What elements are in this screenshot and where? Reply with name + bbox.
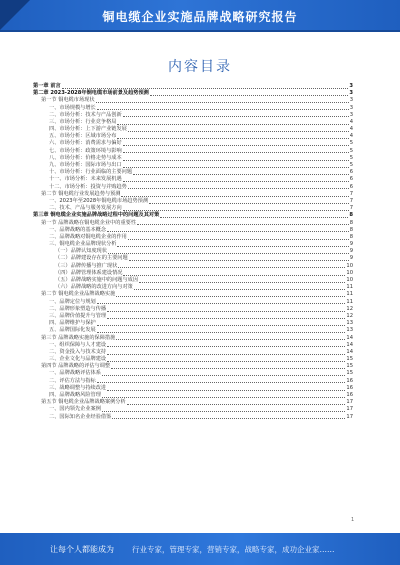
toc-entry[interactable] (33, 141, 353, 148)
toc-entry-text: 二、品牌形象塑造与传播 (49, 305, 107, 312)
toc-entry[interactable] (33, 414, 353, 421)
toc-entry-page: 9 (349, 241, 353, 248)
toc-entry-text: 一、国内领先企业案例 (49, 406, 101, 413)
footer-bar (0, 533, 400, 565)
toc-leader-dots (117, 123, 348, 125)
toc-entry-text: 第二节 铜电缆企业品牌战略实施 (41, 291, 116, 298)
toc-entry-page: 7 (349, 190, 353, 197)
toc-entry-page: 4 (349, 118, 353, 125)
toc-entry[interactable] (33, 97, 353, 104)
toc-leader-dots (107, 310, 345, 312)
toc-entry-page: 16 (346, 377, 353, 384)
toc-entry-page: 16 (346, 392, 353, 399)
toc-entry-page: 10 (346, 262, 353, 269)
toc-entry-page: 9 (349, 255, 353, 262)
toc-entry-page: 14 (346, 341, 353, 348)
toc-entry[interactable] (33, 148, 353, 155)
toc-entry-page: 8 (349, 219, 353, 226)
toc-entry-text: （一）品牌认知度现状 (55, 248, 107, 255)
toc-entry-page: 14 (346, 348, 353, 355)
toc-leader-dots (128, 130, 349, 132)
toc-entry-text: 三、战略调整与持续改进 (49, 384, 107, 391)
toc-entry-page: 5 (349, 140, 353, 147)
toc-entry-text: （六）品牌战略的改进方向与对策 (55, 284, 133, 291)
toc-entry-page: 9 (349, 248, 353, 255)
toc-leader-dots (102, 410, 346, 412)
toc-leader-dots (139, 281, 345, 283)
toc-entry-page: 14 (346, 334, 353, 341)
toc-leader-dots (117, 245, 348, 247)
toc-entry-text: 四、市场分析：上下游产业链发展 (49, 126, 127, 133)
report-header-bar (0, 0, 400, 32)
toc-leader-dots (111, 367, 345, 369)
toc-leader-dots (127, 403, 346, 405)
toc-entry-text: 九、市场分析：国际市场与出口 (49, 162, 122, 169)
toc-entry[interactable] (33, 342, 353, 349)
toc-leader-dots (137, 223, 349, 225)
toc-leader-dots (107, 317, 345, 319)
toc-entry-page: 8 (349, 212, 353, 219)
toc-leader-dots (107, 360, 345, 362)
toc-entry[interactable] (33, 176, 353, 183)
toc-entry-text: 五、品牌国际化发展 (49, 327, 96, 334)
toc-entry[interactable] (33, 385, 353, 392)
toc-entry-page: 11 (346, 291, 353, 298)
toc-entry[interactable] (33, 263, 353, 270)
toc-entry-text: 第二章 2023-2028年铜电缆市场前景及趋势预测 (33, 90, 149, 97)
toc-entry-page: 7 (349, 197, 353, 204)
toc-entry-text: 第一节 铜电缆市场现状 (41, 97, 95, 104)
toc-entry-text: 七、市场分析：政策环境与影响 (49, 147, 122, 154)
toc-leader-dots (116, 338, 345, 340)
toc-entry[interactable] (33, 227, 353, 234)
toc-entry[interactable] (33, 327, 353, 334)
toc-entry-text: 十一、市场分析：未来发展机遇 (49, 176, 122, 183)
toc-entry-page: 5 (349, 162, 353, 169)
toc-entry-text: 四、品牌战略风险管理 (49, 392, 101, 399)
toc-leader-dots (116, 295, 345, 297)
toc-leader-dots (97, 324, 346, 326)
toc-entry[interactable] (33, 184, 353, 191)
toc-leader-dots (121, 195, 348, 197)
toc-entry-text: 三、市场分析：行业竞争格局 (49, 118, 117, 125)
toc-leader-dots (108, 252, 349, 254)
toc-entry[interactable] (33, 270, 353, 277)
toc-entry-text: 八、市场分析：价格走势与成本 (49, 154, 122, 161)
toc-entry-page: 4 (349, 126, 353, 133)
toc-entry[interactable] (33, 256, 353, 263)
toc-leader-dots (97, 381, 346, 383)
toc-entry[interactable] (33, 155, 353, 162)
toc-entry-text: 五、市场分析：区域市场分布 (49, 133, 117, 140)
toc-leader-dots (102, 396, 346, 398)
toc-entry-page: 16 (346, 384, 353, 391)
toc-entry-page: 5 (349, 154, 353, 161)
toc-leader-dots (112, 417, 345, 419)
toc-leader-dots (118, 266, 345, 268)
toc-leader-dots (123, 180, 349, 182)
toc-leader-dots (97, 108, 349, 110)
toc-entry-text: 二、技术、产品与服务发展方向 (49, 205, 122, 212)
toc-entry-text: （二）品牌建设存在的主要问题 (55, 255, 128, 262)
toc-entry[interactable] (33, 299, 353, 306)
toc-leader-dots (123, 159, 349, 161)
toc-entry-page: 3 (349, 111, 353, 118)
toc-entry-page: 3 (349, 82, 353, 89)
toc-entry-text: 第四节 品牌战略的评估与调整 (41, 363, 111, 370)
toc-entry-page: 17 (346, 413, 353, 420)
toc-leader-dots (134, 288, 346, 290)
toc-entry-page: 5 (349, 147, 353, 154)
toc-entry-page: 15 (346, 370, 353, 377)
toc-entry-text: （五）品牌战略实施中的问题与成因 (55, 277, 139, 284)
toc-entry-text: 二、国际知名企业经验借鉴 (49, 413, 112, 420)
toc-entry-page: 3 (349, 97, 353, 104)
toc-entry[interactable] (33, 220, 353, 227)
toc-entry-text: 第二节 铜电缆行业发展趋势与预测 (41, 190, 121, 197)
toc-entry-text: 三、品牌价值提升与管理 (49, 312, 107, 319)
toc-entry-text: 一、品牌战略的基本概念 (49, 226, 107, 233)
toc-entry-page: 12 (346, 312, 353, 319)
toc-leader-dots (160, 216, 348, 218)
toc-entry-text: 三、铜电缆企业品牌现状分析 (49, 241, 117, 248)
toc-entry-text: 第一章 前言 (33, 82, 61, 89)
toc-entry-text: 第三章 铜电缆企业实施品牌战略过程中的问题及其对策 (33, 212, 160, 219)
toc-leader-dots (129, 259, 349, 261)
toc-entry-text: 第五节 铜电缆企业品牌战略案例分析 (41, 399, 126, 406)
toc-entry-page: 15 (346, 356, 353, 363)
toc-entry-page: 6 (349, 169, 353, 176)
toc-leader-dots (107, 389, 345, 391)
toc-entry[interactable] (33, 335, 353, 342)
toc-entry-page: 15 (346, 363, 353, 370)
toc-entry-text: （三）品牌传播与推广现状 (55, 262, 118, 269)
toc-entry-page: 17 (346, 399, 353, 406)
toc-entry-text: 十、市场分析：行业面临的主要问题 (49, 169, 133, 176)
toc-leader-dots (117, 137, 348, 139)
toc-entry-page: 6 (349, 176, 353, 183)
footer-slogan: 行业专家，管理专家，营销专家，战略专家，成功企业家…… (132, 545, 335, 554)
toc-entry-page: 13 (346, 327, 353, 334)
toc-entry[interactable] (33, 291, 353, 298)
toc-entry-page: 10 (346, 277, 353, 284)
toc-leader-dots (128, 187, 349, 189)
toc-leader-dots (128, 238, 349, 240)
toc-entry-text: 六、市场分析：消费需求与偏好 (49, 140, 122, 147)
toc-entry-text: 一、2023年至2028年铜电缆市场趋势预测 (49, 197, 149, 204)
toc-leader-dots (123, 115, 349, 117)
toc-leader-dots (107, 230, 349, 232)
toc-leader-dots (97, 331, 346, 333)
toc-leader-dots (149, 202, 349, 204)
toc-entry-text: 二、评估方法与指标 (49, 377, 96, 384)
toc-entry-text: 三、企业文化与品牌建设 (49, 356, 107, 363)
toc-leader-dots (123, 151, 349, 153)
toc-entry[interactable] (33, 306, 353, 313)
toc-entry-text: 第三节 品牌战略实施的保障措施 (41, 334, 116, 341)
toc-entry-text: 二、资金投入与技术支持 (49, 348, 107, 355)
toc-entry[interactable] (33, 212, 353, 219)
toc-leader-dots (107, 353, 345, 355)
report-title: 铜电缆企业实施品牌战略研究报告 (102, 10, 298, 24)
page-number: 1 (351, 517, 355, 523)
toc-leader-dots (97, 302, 346, 304)
toc-leader-dots (107, 345, 345, 347)
toc-entry-page: 8 (349, 233, 353, 240)
toc-entry[interactable] (33, 112, 353, 119)
toc-entry[interactable] (33, 371, 353, 378)
toc-leader-dots (123, 209, 349, 211)
toc-leader-dots (123, 144, 349, 146)
toc-entry-page: 13 (346, 320, 353, 327)
toc-entry-page: 4 (349, 133, 353, 140)
toc-entry-page: 11 (346, 298, 353, 305)
toc-entry-text: 第一节 品牌战略在铜电缆企业中的重要性 (41, 219, 137, 226)
toc-entry-page: 11 (346, 284, 353, 291)
toc-entry[interactable] (33, 406, 353, 413)
toc-entry-text: 一、品牌战略评估体系 (49, 370, 101, 377)
toc-entry-text: 四、品牌维护与保护 (49, 320, 96, 327)
toc-entry-page: 10 (346, 269, 353, 276)
toc-leader-dots (123, 274, 345, 276)
toc-entry-text: 一、组织保障与人才建设 (49, 341, 107, 348)
toc-entry-text: （四）品牌管理体系建设情况 (55, 269, 123, 276)
footer-tagline: 让每个人都能成为 (50, 545, 114, 554)
toc-leader-dots (102, 374, 346, 376)
toc-entry-page: 8 (349, 226, 353, 233)
toc-entry[interactable] (33, 105, 353, 112)
toc-entry-page: 7 (349, 205, 353, 212)
toc-entry-page: 3 (349, 104, 353, 111)
toc-leader-dots (133, 173, 349, 175)
toc-entry[interactable] (33, 378, 353, 385)
toc-entry-text: 一、品牌定位与规划 (49, 298, 96, 305)
toc-heading: 内容目录 (168, 59, 232, 75)
toc-entry-text: 一、市场规模与增长 (49, 104, 96, 111)
toc-entry-page: 6 (349, 183, 353, 190)
toc-leader-dots (96, 101, 349, 103)
toc-leader-dots (150, 94, 349, 96)
toc-entry-page: 3 (349, 90, 353, 97)
toc-entry-page: 17 (346, 406, 353, 413)
toc-entry-text: 二、品牌战略对铜电缆企业的作用 (49, 233, 127, 240)
toc-entry-text: 二、市场分析：技术与产品创新 (49, 111, 122, 118)
toc-entry[interactable] (33, 191, 353, 198)
toc-leader-dots (62, 87, 349, 89)
toc-entry-page: 12 (346, 305, 353, 312)
toc-leader-dots (123, 166, 349, 168)
table-of-contents (33, 83, 353, 421)
toc-entry-text: 十二、市场分析：投资与并购趋势 (49, 183, 127, 190)
